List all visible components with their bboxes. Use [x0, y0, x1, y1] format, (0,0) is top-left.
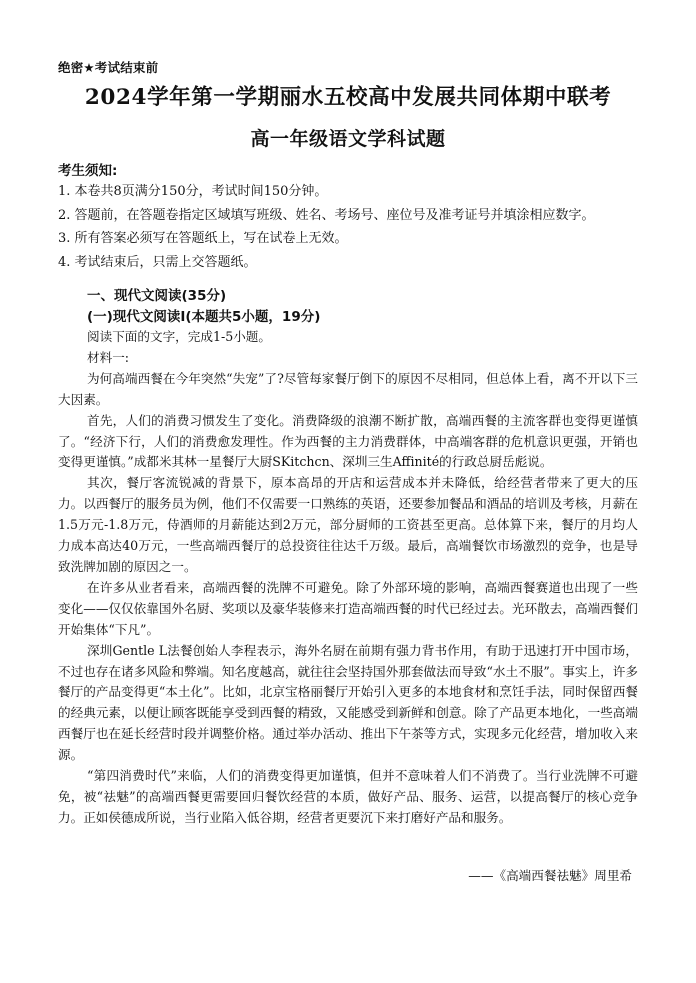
notice-item: 1. 本卷共8页满分150分，考试时间150分钟。: [58, 184, 328, 199]
passage-paragraph: 在许多从业者看来，高端西餐的洗牌不可避免。除了外部环境的影响，高端西餐赛道也出现了一些变化——仅仅依靠国外名厨、奖项以及豪华装修来打造高端西餐的时代已经过去。光环散去，高端西餐们开始集体“下凡”。: [58, 579, 638, 637]
section-subheading: (一)现代文阅读I(本题共5小题，19分): [87, 309, 321, 325]
exam-title: 2024学年第一学期丽水五校高中发展共同体期中联考: [84, 85, 612, 110]
passage-paragraph: “第四消费时代”来临，人们的消费变得更加谨慎，但并不意味着人们不消费了。当行业洗牌不可避免，被“祛魅”的高端西餐更需要回归餐饮经营的本质，做好产品、服务、运营，以提高餐厅的核心竞争力。正如侯德成所说，当行业陷入低谷期，经营者更要沉下来打磨好产品和服务。: [58, 768, 638, 825]
passage-paragraph: 为何高端西餐在今年突然“失宠”了?尽管每家餐厅倒下的原因不尽相同，但总体上看，离不开以下三大因素。: [58, 370, 638, 407]
notice-item: 3. 所有答案必须写在答题纸上，写在试卷上无效。: [58, 231, 348, 246]
source-attribution: ——《高端西餐祛魅》周里希: [468, 868, 632, 883]
passage-paragraph: 深圳Gentle L法餐创始人李程表示，海外名厨在前期有强力背书作用，有助于迅速打开中国市场，不过也存在诸多风险和弊端。知名度越高，就往往会坚持国外那套做法而导致“水土不服”。事实上，许多餐厅的产品变得更“本土化”。比如，北京宝格丽餐厅开始引入更多的本地食材和烹饪手法，同时保留西餐的经典元素，以便让顾客既能享受到西餐的精致，又能感受到新鲜和创意。除了产品更本地化，一些高端西餐厅也在延长经营时段并调整价格。通过举办活动、推出下午茶等方式，实现多元化经营，增加收入来源。: [58, 642, 638, 763]
material-label: 材料一:: [87, 349, 130, 365]
instruction-text: 阅读下面的文字，完成1-5小题。: [87, 329, 271, 344]
exam-subtitle: 高一年级语文学科试题: [250, 128, 446, 150]
passage-paragraph: 首先，人们的消费习惯发生了变化。消费降级的浪潮不断扩散，高端西餐的主流客群也变得更谨慎了。“经济下行，人们的消费愈发理性。作为西餐的主力消费群体，中高端客群的危机意识更强，开销也变得更谨慎。”成都米其林一星餐厅大厨SKitchcn、深圳三生Affinité的行政总厨岳彪说。: [58, 412, 638, 470]
reading-passage: [58, 327, 638, 829]
confidential-label: 绝密★考试结束前: [58, 60, 159, 75]
notice-item: 4. 考试结束后，只需上交答题纸。: [58, 254, 257, 270]
section-heading: 一、现代文阅读(35分): [87, 288, 227, 304]
notice-item: 2. 答题前，在答题卷指定区域填写班级、姓名、考场号、座位号及准考证号并填涂相应数字。: [58, 207, 595, 223]
passage-paragraph: 其次，餐厅客流锐减的背景下，原本高昂的开店和运营成本并未降低，给经营者带来了更大的压力。以西餐厅的服务员为例，他们不仅需要一口熟练的英语，还要参加餐品和酒品的培训及考核，月薪在1.5万元-1.8万元，侍酒师的月薪能达到2万元，部分厨师的工资甚至更高。总体算下来，餐厅的月均人力成本高达40万元，一些高端西餐厅的总投资往往达千万级。最后，高端餐饮市场激烈的竞争，也是导致洗牌加剧的原因之一。: [58, 475, 638, 574]
notice-heading: 考生须知:: [58, 163, 118, 179]
notice-list: [58, 180, 678, 274]
